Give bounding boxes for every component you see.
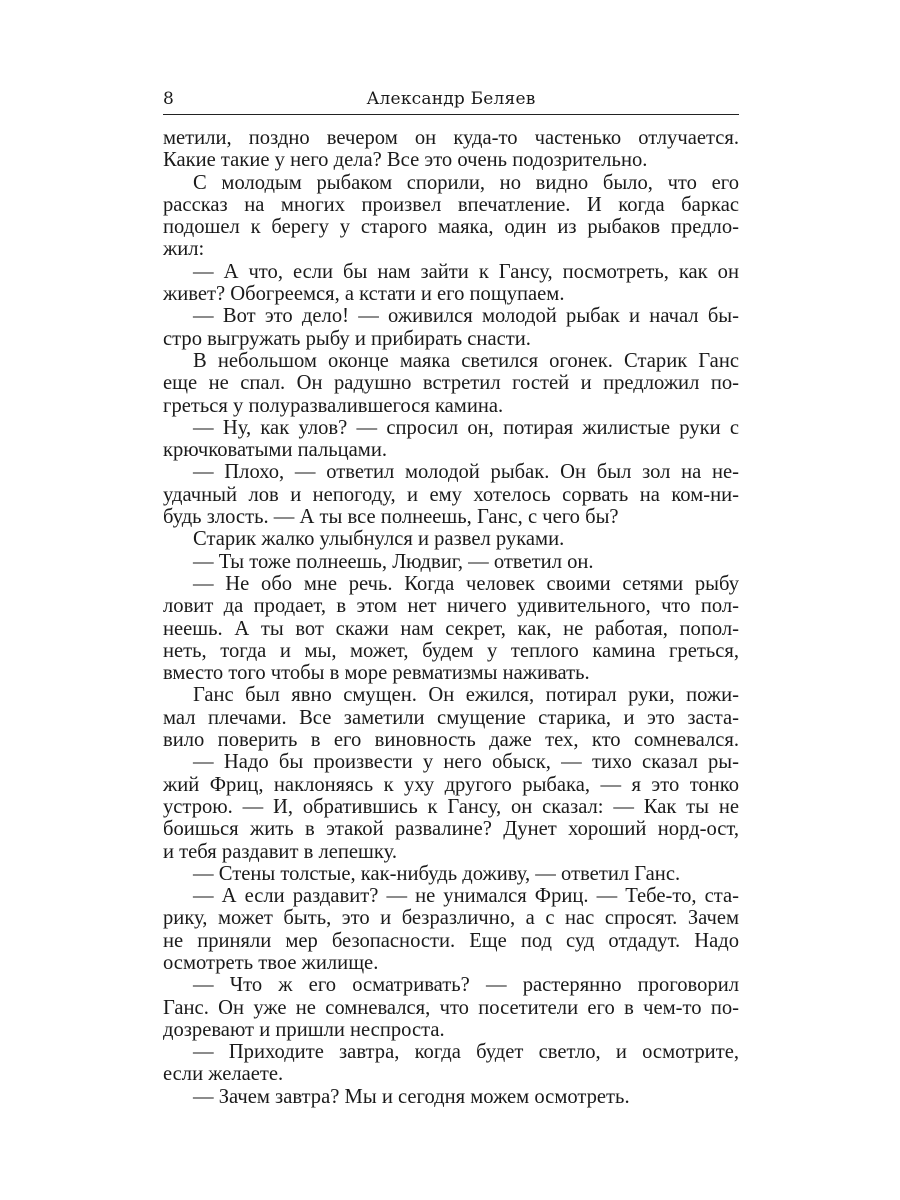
text-line: — Плохо, — ответил молодой рыбак. Он был зол на не-	[193, 461, 739, 484]
text-line: — Что ж его осматривать? — растерянно проговорил	[193, 974, 739, 997]
text-line: Ганс. Он уже не сомневался, что посетители его в чем-то по-	[163, 996, 739, 1019]
text-line: рику, может быть, это и безразлично, а с нас спросят. Зачем	[163, 907, 739, 930]
text-line: — Стены толстые, как-нибудь доживу, — ответил Ганс.	[193, 862, 681, 885]
text-line: Какие такие у него дела? Все это очень подозрительно.	[163, 149, 648, 172]
text-line: — Ты тоже полнеешь, Людвиг, — ответил он.	[193, 550, 594, 573]
text-line: — А что, если бы нам зайти к Гансу, посмотреть, как он	[193, 260, 739, 283]
text-line: не приняли мер безопасности. Еще под суд отдадут. Надо	[163, 929, 739, 952]
text-line: жил:	[163, 238, 205, 261]
text-line: боишься жить в этакой развалине? Дунет хороший норд-ост,	[163, 818, 739, 841]
text-line: греться у полуразвалившегося камина.	[163, 394, 504, 417]
text-line: неть, тогда и мы, может, будем у теплого камина греться,	[163, 639, 739, 662]
text-line: ловит да продает, в этом нет ничего удивительного, что пол-	[163, 595, 739, 618]
text-line: — Вот это дело! — оживился молодой рыбак и начал бы-	[193, 305, 739, 328]
page-number: 8	[163, 89, 174, 109]
text-line: устрою. — И, обратившись к Гансу, он сказал: — Как ты не	[163, 795, 739, 818]
text-line: В небольшом оконце маяка светился огонек. Старик Ганс	[193, 349, 739, 372]
text-line: Ганс был явно смущен. Он ежился, потирал руки, пожи-	[193, 684, 739, 707]
text-line: — Не обо мне речь. Когда человек своими сетями рыбу	[193, 572, 739, 595]
text-line: будь злость. — А ты все полнеешь, Ганс, с чего бы?	[163, 506, 619, 529]
text-line: осмотреть твое жилище.	[163, 951, 379, 974]
text-line: — Зачем завтра? Мы и сегодня можем осмотреть.	[193, 1085, 630, 1108]
text-line: мал плечами. Все заметили смущение старика, и это заста-	[163, 706, 739, 729]
text-line: жий Фриц, наклоняясь к уху другого рыбака, — я это тонко	[163, 773, 739, 796]
text-line: — Ну, как улов? — спросил он, потирая жилистые руки с	[193, 416, 739, 439]
text-line: и тебя раздавит в лепешку.	[163, 840, 398, 863]
text-line: вило поверить в его виновность даже тех, кто сомневался.	[163, 729, 739, 752]
running-title-author: Александр Беляев	[366, 89, 536, 109]
text-line: — А если раздавит? — не унимался Фриц. — Тебе-то, ста-	[193, 885, 739, 908]
text-line: С молодым рыбаком спорили, но видно было, что его	[193, 171, 739, 194]
text-line: — Приходите завтра, когда будет светло, и осмотрите,	[193, 1041, 739, 1064]
text-line: еще не спал. Он радушно встретил гостей и предложил по-	[163, 372, 739, 395]
text-line: Старик жалко улыбнулся и развел руками.	[193, 528, 565, 551]
running-header	[163, 88, 739, 115]
text-line: крючковатыми пальцами.	[163, 439, 387, 462]
body-text	[163, 127, 739, 1108]
text-line: метили, поздно вечером он куда-то частенько отлучается.	[163, 127, 739, 149]
text-line: если желаете.	[163, 1063, 284, 1086]
text-line: рассказ на многих произвел впечатление. И когда баркас	[163, 193, 739, 216]
text-line: — Надо бы произвести у него обыск, — тихо сказал ры-	[193, 751, 739, 774]
text-line: стро выгружать рыбу и прибирать снасти.	[163, 327, 531, 350]
text-line: подошел к берегу у старого маяка, один из рыбаков предло-	[163, 216, 739, 239]
text-line: удачный лов и непогоду, и ему хотелось сорвать на ком-ни-	[163, 483, 739, 506]
text-line: неешь. А ты вот скажи нам секрет, как, не работая, попол-	[163, 617, 739, 640]
text-line: живет? Обогреемся, а кстати и его пощупаем.	[163, 283, 565, 306]
text-line: вместо того чтобы в море ревматизмы наживать.	[163, 662, 590, 685]
text-line: дозревают и пришли неспроста.	[163, 1018, 445, 1041]
